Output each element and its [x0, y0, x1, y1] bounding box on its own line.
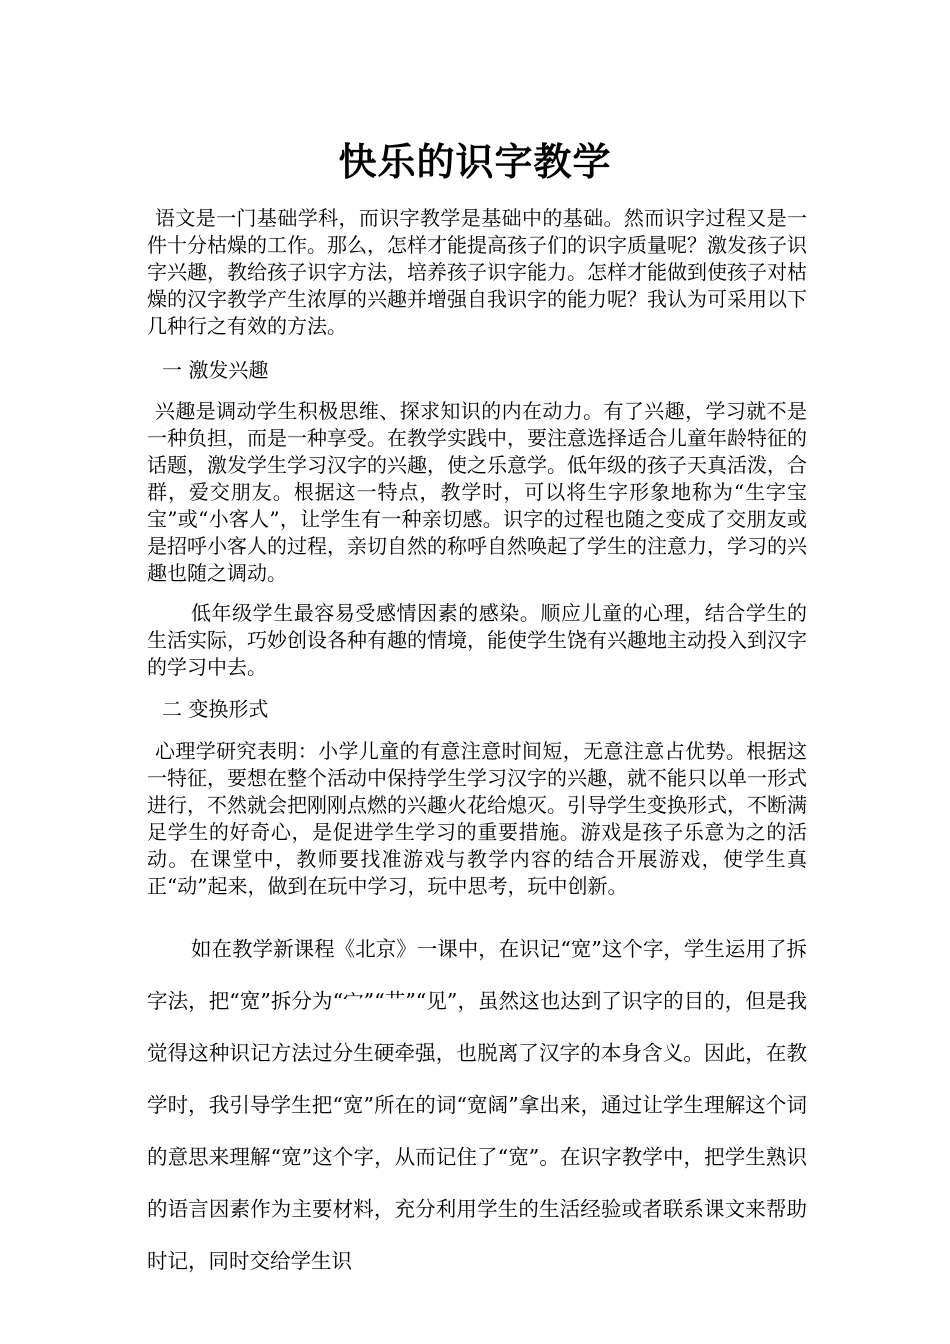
- section-heading-2: 二 变换形式: [162, 697, 269, 721]
- intro-paragraph: 语文是一门基础学科，而识字教学是基础中的基础。然而识字过程又是一件十分枯燥的工作。那么，怎样才能提高孩子们的识字质量呢？激发孩子识字兴趣，教给孩子识字方法，培养孩子识字能力。怎样才能做到使孩子对枯燥的汉字教学产生浓厚的兴趣并增强自我识字的能力呢？我认为可采用以下几种行之有效的方法。: [147, 206, 807, 338]
- section-1-paragraph-1: 兴趣是调动学生积极思维、探求知识的内在动力。有了兴趣，学习就不是一种负担，而是一种享受。在教学实践中，要注意选择适合儿童年龄特征的话题，激发学生学习汉字的兴趣，使之乐意学。低年级的孩子天真活泼，合群，爱交朋友。根据这一特点，教学时，可以将生字形象地称为“生字宝宝”或“小客人”，让学生有一种亲切感。识字的过程也随之变成了交朋友或是招呼小客人的过程，亲切自然的称呼自然唤起了学生的注意力，学习的兴趣也随之调动。: [147, 399, 807, 585]
- section-2-paragraph-2: 如在教学新课程《北京》一课中，在识记“宽”这个字，学生运用了拆字法，把“宽”拆分为“宀”“艹”“见”，虽然这也达到了识字的目的，但是我觉得这种识记方法过分生硬牵强，也脱离了汉字的本身含义。因此，在教学时，我引导学生把“宽”所在的词“宽阔”拿出来，通过让学生理解这个词的意思来理解“宽”这个字，从而记住了“宽”。在识字教学中，把学生熟识的语言因素作为主要材料，充分利用学生的生活经验或者联系课文来帮助时记，同时交给学生识: [147, 937, 807, 1273]
- section-2-paragraph-1: 心理学研究表明：小学儿童的有意注意时间短，无意注意占优势。根据这一特征，要想在整个活动中保持学生学习汉字的兴趣，就不能只以单一形式进行，不然就会把刚刚点燃的兴趣火花给熄灭。引导学生变换形式，不断满足学生的好奇心，是促进学生学习的重要措施。游戏是孩子乐意为之的活动。在课堂中，教师要找准游戏与教学内容的结合开展游戏，使学生真正“动”起来，做到在玩中学习，玩中思考，玩中创新。: [147, 739, 807, 898]
- section-heading-1: 一 激发兴趣: [162, 358, 269, 382]
- document-title: 快乐的识字教学: [338, 140, 612, 184]
- section-1-paragraph-2: 低年级学生最容易受感情因素的感染。顺应儿童的心理，结合学生的生活实际，巧妙创设各种有趣的情境，能使学生饶有兴趣地主动投入到汉字的学习中去。: [147, 601, 807, 679]
- document-body: [147, 205, 807, 1287]
